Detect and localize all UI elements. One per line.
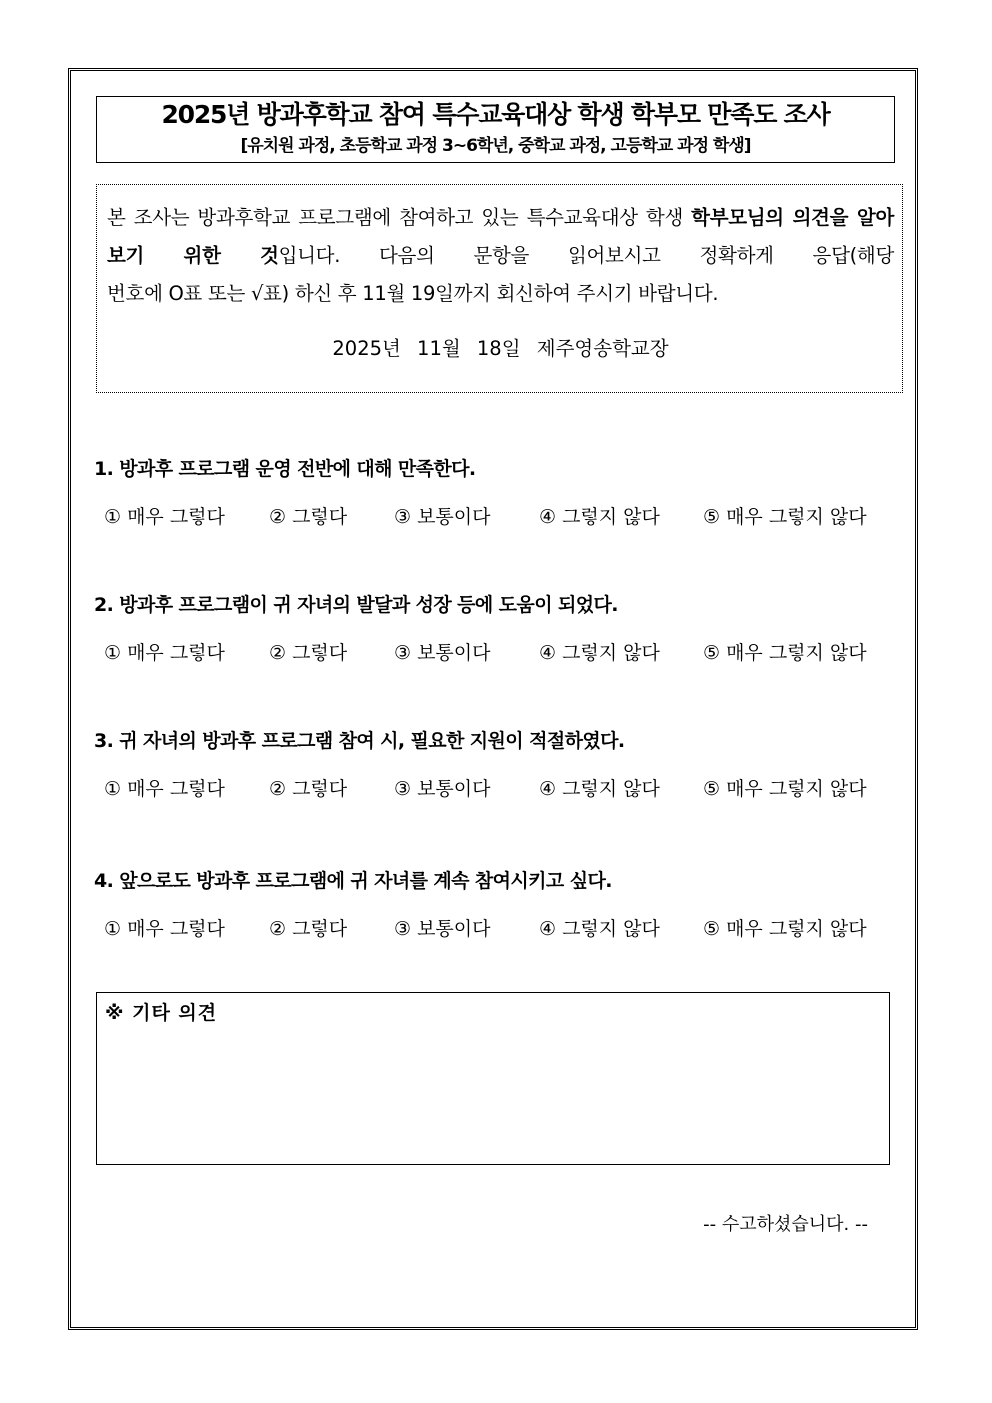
option-4[interactable]: ④ 그렇지 않다 (539, 642, 660, 664)
option-5[interactable]: ⑤ 매우 그렇지 않다 (703, 918, 867, 940)
option-4[interactable]: ④ 그렇지 않다 (539, 506, 660, 528)
answer-options (94, 914, 894, 944)
answer-options (94, 774, 894, 804)
option-2[interactable]: ② 그렇다 (269, 918, 348, 940)
option-3[interactable]: ③ 보통이다 (394, 506, 491, 528)
intro-text-part2: 입니다. 다음의 문항을 읽어보시고 정확하게 응답(해당 (278, 244, 894, 267)
answer-options (94, 502, 894, 532)
answer-options (94, 638, 894, 668)
question-text: 1. 방과후 프로그램 운영 전반에 대해 만족한다. (94, 458, 476, 480)
question-3 (94, 728, 894, 804)
survey-subtitle: [유치원 과정, 초등학교 과정 3~6학년, 중학교 과정, 고등학교 과정 학생] (240, 136, 751, 156)
question-2 (94, 592, 894, 668)
other-comments-label: ※ 기타 의견 (105, 1002, 218, 1024)
option-1[interactable]: ① 매우 그렇다 (104, 506, 225, 528)
date-signature: 2025년 11월 18일 제주영송학교장 (332, 337, 669, 360)
option-3[interactable]: ③ 보통이다 (394, 642, 491, 664)
intro-text-bold: 학부모님의 의견을 알아보기 위한 것 (107, 206, 894, 267)
question-text: 3. 귀 자녀의 방과후 프로그램 참여 시, 필요한 지원이 적절하였다. (94, 730, 625, 752)
option-3[interactable]: ③ 보통이다 (394, 778, 491, 800)
question-1 (94, 456, 894, 532)
intro-box (96, 184, 903, 393)
option-4[interactable]: ④ 그렇지 않다 (539, 778, 660, 800)
option-2[interactable]: ② 그렇다 (269, 778, 348, 800)
intro-deadline: 번호에 O표 또는 √표) 하신 후 11월 19일까지 회신하여 주시기 바랍니다. (107, 282, 719, 305)
question-text: 4. 앞으로도 방과후 프로그램에 귀 자녀를 계속 참여시키고 싶다. (94, 870, 612, 892)
option-1[interactable]: ① 매우 그렇다 (104, 642, 225, 664)
option-5[interactable]: ⑤ 매우 그렇지 않다 (703, 506, 867, 528)
option-2[interactable]: ② 그렇다 (269, 642, 348, 664)
option-4[interactable]: ④ 그렇지 않다 (539, 918, 660, 940)
intro-paragraph (107, 199, 894, 275)
option-5[interactable]: ⑤ 매우 그렇지 않다 (703, 642, 867, 664)
closing-text: -- 수고하셨습니다. -- (703, 1214, 868, 1235)
intro-text-part1: 본 조사는 방과후학교 프로그램에 참여하고 있는 특수교육대상 학생 (107, 206, 692, 229)
option-5[interactable]: ⑤ 매우 그렇지 않다 (703, 778, 867, 800)
question-4 (94, 868, 894, 944)
survey-title: 2025년 방과후학교 참여 특수교육대상 학생 학부모 만족도 조사 (161, 100, 830, 129)
option-2[interactable]: ② 그렇다 (269, 506, 348, 528)
option-1[interactable]: ① 매우 그렇다 (104, 778, 225, 800)
other-comments-box[interactable] (96, 992, 890, 1165)
question-text: 2. 방과후 프로그램이 귀 자녀의 발달과 성장 등에 도움이 되었다. (94, 594, 618, 616)
option-1[interactable]: ① 매우 그렇다 (104, 918, 225, 940)
option-3[interactable]: ③ 보통이다 (394, 918, 491, 940)
title-box (96, 96, 895, 163)
